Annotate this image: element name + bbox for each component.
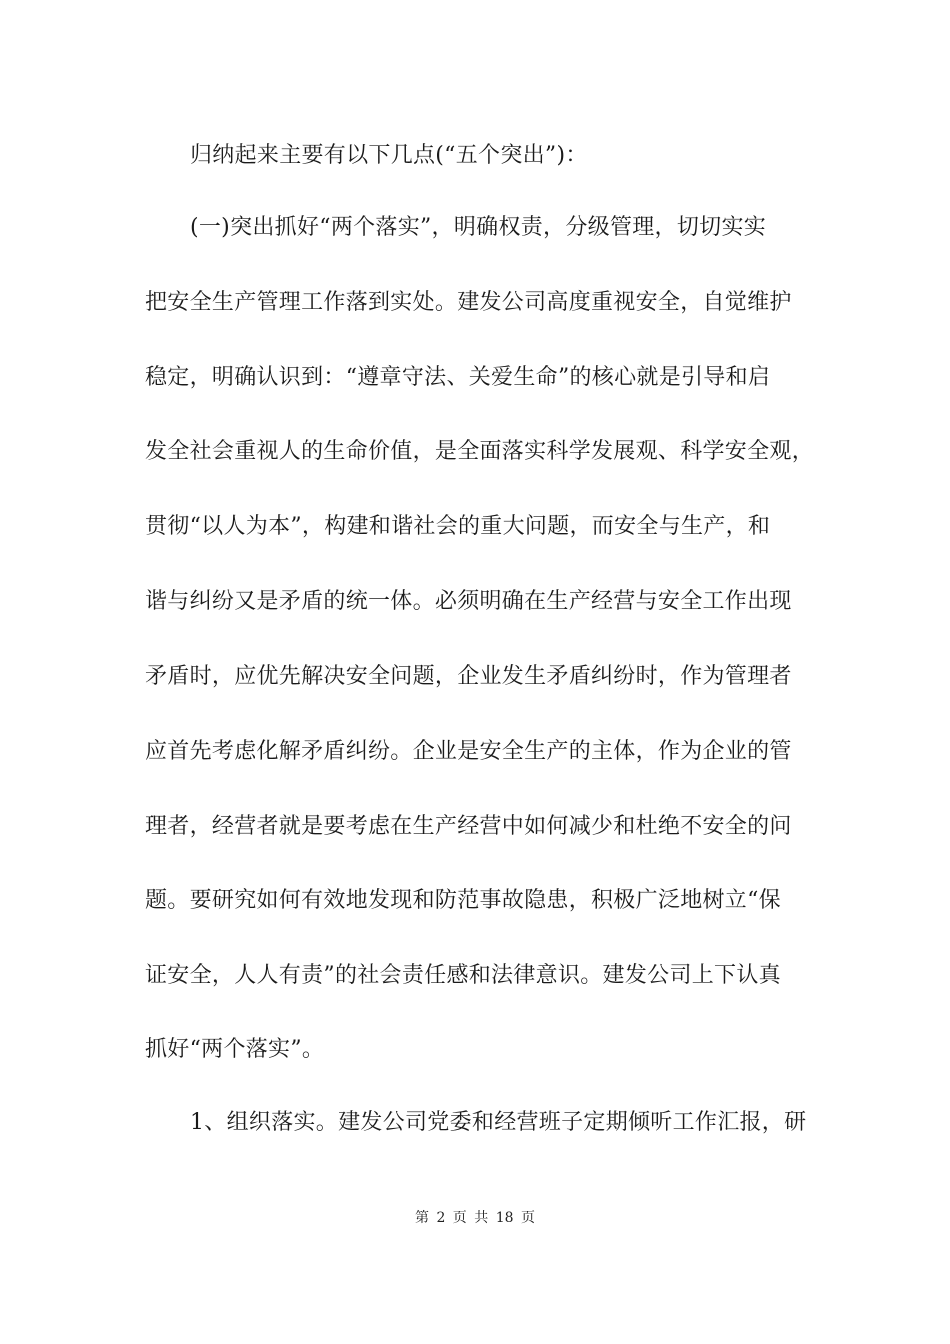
paragraph-1-line-12: 抓好“两个落实”。 [145, 1037, 325, 1062]
paragraph-1-line-1: (一)突出抓好“两个落实”，明确权责，分级管理，切切实实 [190, 215, 767, 240]
paragraph-summary-line: 归纳起来主要有以下几点(“五个突出”)： [190, 143, 588, 168]
paragraph-1-line-8: 应首先考虑化解矛盾纠纷。企业是安全生产的主体，作为企业的管 [145, 739, 792, 764]
paragraph-1-line-10: 题。要研究如何有效地发现和防范事故隐患，积极广泛地树立“保 [145, 888, 781, 913]
paragraph-1-line-9: 理者，经营者就是要考虑在生产经营中如何减少和杜绝不安全的问 [145, 814, 792, 839]
paragraph-1-line-5: 贯彻“以人为本”，构建和谐社会的重大问题，而安全与生产，和 [145, 514, 771, 539]
paragraph-1-line-6: 谐与纠纷又是矛盾的统一体。必须明确在生产经营与安全工作出现 [145, 589, 792, 614]
paragraph-1-line-3: 稳定，明确认识到：“遵章守法、关爱生命”的核心就是引导和启 [145, 365, 771, 390]
paragraph-1-line-11: 证安全，人人有责”的社会责任感和法律意识。建发公司上下认真 [145, 963, 781, 988]
page-number-footer: 第 2 页 共 18 页 [415, 1210, 535, 1226]
paragraph-1-line-2: 把安全生产管理工作落到实处。建发公司高度重视安全，自觉维护 [145, 290, 792, 315]
paragraph-1-line-4: 发全社会重视人的生命价值，是全面落实科学发展观、科学安全观， [145, 439, 815, 464]
paragraph-1-line-7: 矛盾时，应优先解决安全问题，企业发生矛盾纠纷时，作为管理者 [145, 664, 792, 689]
paragraph-2-line-1: 1、组织落实。建发公司党委和经营班子定期倾听工作汇报，研 [190, 1110, 807, 1135]
